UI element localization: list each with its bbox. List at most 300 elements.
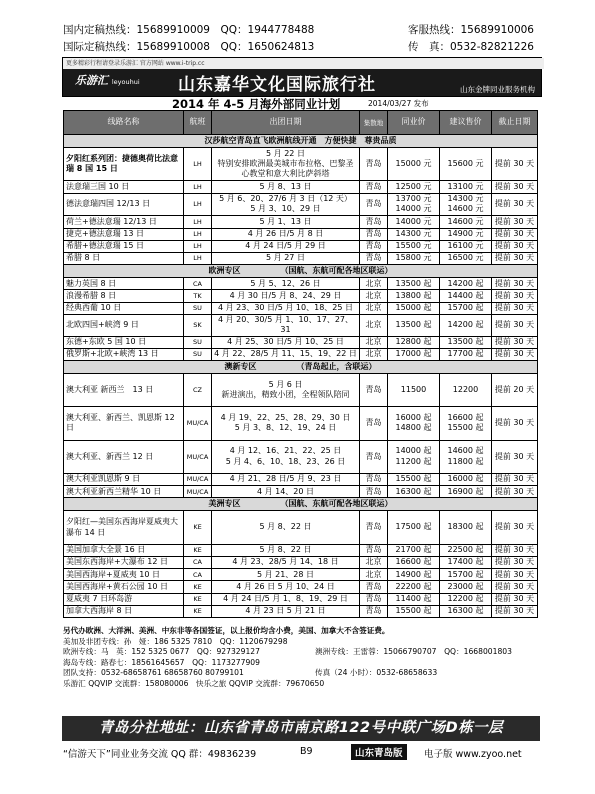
table-row — [64, 581, 538, 593]
cell-deadline — [492, 511, 538, 544]
cell-text: 美国西海岸+黄石公园 10 日 — [66, 581, 168, 591]
cell-peer — [388, 593, 440, 605]
cell-text: 北京 — [365, 569, 382, 579]
cell-text: 青岛 — [365, 606, 382, 616]
cell-text: 4 月 12、16、21、22、25 日 — [229, 446, 342, 456]
cell-hub — [360, 569, 388, 581]
cell-text: 13500 起 — [395, 319, 432, 329]
cell-text: 11200 起 — [395, 456, 432, 466]
table-row — [64, 593, 538, 605]
cell-text: 夕阳红—美国东西海岸夏威夷大瀑布 14 日 — [66, 517, 178, 537]
cell-text: 提前 20 天 — [494, 384, 535, 394]
cell-hub — [360, 605, 388, 617]
cell-text: 北京 — [365, 557, 382, 567]
cell-text: 4 月 23、30 日/5 月 10、18、25 日 — [217, 302, 354, 312]
cell-text: MU/CA — [186, 419, 209, 428]
cell-text: 16600 起 — [395, 557, 432, 567]
cell-text: CA — [193, 558, 202, 567]
cell-text: 提前 30 天 — [494, 581, 535, 591]
cell-text: 青岛 — [365, 451, 382, 461]
cell-retail — [440, 486, 492, 498]
cell-text: 提前 30 天 — [494, 451, 535, 461]
cell-peer — [388, 544, 440, 556]
cell-text: 4 月 24 日/5 月 29 日 — [245, 241, 326, 251]
brand-name-en: leyouhui — [111, 78, 140, 86]
cell-text: 希腊+德法意瑞 15 日 — [66, 241, 144, 251]
cell-name — [64, 407, 184, 440]
cell-text: 提前 30 天 — [494, 569, 535, 579]
cell-text: 青岛 — [365, 593, 382, 603]
table-row — [64, 544, 538, 556]
cell-text: 15500 起 — [395, 606, 432, 616]
cell-name — [64, 593, 184, 605]
cell-retail — [440, 373, 492, 406]
cell-retail — [440, 544, 492, 556]
section-row — [64, 135, 538, 148]
cell-text: 15000 元 — [395, 158, 432, 168]
cell-text: 提前 30 天 — [494, 199, 535, 209]
cell-hub — [360, 593, 388, 605]
cell-hub — [360, 486, 388, 498]
cell-text: LH — [193, 200, 202, 209]
cell-name — [64, 252, 184, 264]
cell-peer — [388, 474, 440, 486]
cell-retail — [440, 605, 492, 617]
cell-text: 澳大利亚凯恩斯 9 日 — [66, 474, 141, 484]
cell-peer — [388, 440, 440, 473]
cell-text: 16900 起 — [447, 486, 484, 496]
cell-name — [64, 348, 184, 360]
cell-name — [64, 486, 184, 498]
cell-text: 16000 起 — [447, 474, 484, 484]
cell-deadline — [492, 148, 538, 181]
cell-dates — [212, 581, 360, 593]
cell-hub — [360, 181, 388, 193]
cell-text: 4 月 19、22、25、28、29、30 日 — [220, 413, 351, 423]
cell-peer — [388, 373, 440, 406]
cell-text: 17400 起 — [447, 557, 484, 567]
cell-dates — [212, 486, 360, 498]
cell-text: LH — [193, 182, 202, 191]
cell-text: 青岛 — [365, 474, 382, 484]
cell-text: 北京 — [365, 336, 382, 346]
cell-flight — [184, 148, 212, 181]
cell-text: 提前 30 天 — [494, 241, 535, 251]
column-header: 线路名称 — [64, 111, 184, 135]
cell-text: KE — [193, 607, 202, 616]
cell-text: 14300 元 — [447, 194, 484, 204]
cell-text: 美国东西海岸+大瀑布 12 日 — [66, 557, 168, 567]
cell-hub — [360, 440, 388, 473]
cell-text: 15500 起 — [395, 474, 432, 484]
cell-flight — [184, 302, 212, 314]
cell-text: CZ — [193, 385, 202, 394]
cell-text: 提前 30 天 — [494, 545, 535, 555]
cell-text: 5 月 8、13 日 — [259, 181, 312, 191]
cell-text: 11500 — [400, 384, 427, 394]
cell-text: KE — [193, 546, 202, 555]
cell-flight — [184, 348, 212, 360]
column-header: 出团日期 — [212, 111, 360, 135]
cell-text: 北京 — [365, 302, 382, 312]
cell-name — [64, 581, 184, 593]
cell-text: 14800 起 — [395, 423, 432, 433]
cell-text: SU — [193, 337, 202, 346]
cell-deadline — [492, 569, 538, 581]
cell-text: KE — [193, 523, 202, 532]
cell-text: 14600 元 — [447, 216, 484, 226]
cell-dates — [212, 474, 360, 486]
cell-text: 北京 — [365, 349, 382, 359]
table-row — [64, 336, 538, 348]
cell-text: 提前 30 天 — [494, 302, 535, 312]
cell-hub — [360, 148, 388, 181]
cell-text: 俄罗斯+北欧+峡湾 13 日 — [66, 349, 159, 359]
cell-text: LH — [193, 159, 202, 168]
cell-text: 12200 起 — [447, 593, 484, 603]
banner-website-text: 更多精彩行程请登录乐游汇 官方网站 www.i-trip.cc — [63, 58, 544, 69]
section-note: （国航、东航可配各地区联运） — [280, 265, 393, 275]
cell-text: 13700 元 — [395, 194, 432, 204]
cell-hub — [360, 348, 388, 360]
cell-text: 魅力英国 8 日 — [66, 278, 117, 288]
cell-deadline — [492, 193, 538, 216]
cell-text: 14000 元 — [395, 216, 432, 226]
cell-retail — [440, 290, 492, 302]
cell-peer — [388, 557, 440, 569]
cell-deadline — [492, 216, 538, 228]
section-label: 美洲专区 — [208, 499, 241, 509]
cell-deadline — [492, 336, 538, 348]
cell-deadline — [492, 348, 538, 360]
cell-dates — [212, 336, 360, 348]
cell-peer — [388, 511, 440, 544]
column-header: 建议售价 — [440, 111, 492, 135]
cell-text: 东德+东欧 5 国 10 日 — [66, 336, 147, 346]
table-row — [64, 252, 538, 264]
cell-text: 4 月 21、28 日/5 月 9、23 日 — [229, 474, 342, 484]
table-row — [64, 278, 538, 290]
cell-flight — [184, 278, 212, 290]
cell-text: 17500 起 — [395, 522, 432, 532]
cell-flight — [184, 511, 212, 544]
column-header: 同业价 — [388, 111, 440, 135]
cell-text: LH — [193, 242, 202, 251]
section-row — [64, 498, 538, 511]
cell-text: 青岛 — [365, 228, 382, 238]
cell-deadline — [492, 407, 538, 440]
cell-text: 澳大利亚、新西兰 12 日 — [66, 451, 154, 461]
cell-text: 17700 起 — [447, 349, 484, 359]
cell-text: 14600 起 — [447, 446, 484, 456]
cell-text: 13100 元 — [447, 181, 484, 191]
cell-text: 15800 元 — [395, 253, 432, 263]
cell-text: 16300 起 — [447, 606, 484, 616]
cell-name — [64, 511, 184, 544]
cell-flight — [184, 544, 212, 556]
cell-text: 14000 元 — [395, 204, 432, 214]
cell-name — [64, 278, 184, 290]
cell-peer — [388, 569, 440, 581]
cell-retail — [440, 216, 492, 228]
cell-text: 北京 — [365, 319, 382, 329]
cell-text: 青岛 — [365, 545, 382, 555]
team-support-contact: 团队支持：0532-68658761 68658760 80799101 传真（24 小时）：0532-68658633 — [63, 668, 438, 678]
cell-text: 16500 元 — [447, 253, 484, 263]
cell-text: 提前 30 天 — [494, 593, 535, 603]
cell-name — [64, 474, 184, 486]
table-row — [64, 407, 538, 440]
cell-peer — [388, 302, 440, 314]
cell-text: MU/CA — [186, 487, 209, 496]
cell-dates — [212, 557, 360, 569]
cell-hub — [360, 557, 388, 569]
cell-name — [64, 605, 184, 617]
table-row — [64, 348, 538, 360]
cell-name — [64, 373, 184, 406]
section-label: 澳新专区 — [224, 361, 257, 371]
cell-text: 14900 起 — [395, 569, 432, 579]
cell-flight — [184, 181, 212, 193]
cell-text: MU/CA — [186, 452, 209, 461]
cell-text: 提前 30 天 — [494, 486, 535, 496]
section-title — [64, 135, 538, 148]
cell-text: 澳大利亚 新西兰 13 日 — [66, 384, 154, 394]
cell-dates — [212, 240, 360, 252]
cell-text: 15000 起 — [395, 302, 432, 312]
cell-text: 北欧四国+峡湾 9 日 — [66, 319, 139, 329]
cell-text: 5 月 3、10、29 日 — [250, 204, 321, 214]
cell-flight — [184, 581, 212, 593]
cell-peer — [388, 605, 440, 617]
cell-retail — [440, 440, 492, 473]
cell-deadline — [492, 290, 538, 302]
cell-text: 青岛 — [365, 418, 382, 428]
cell-text: 11800 起 — [447, 456, 484, 466]
cell-retail — [440, 348, 492, 360]
cell-text: MU/CA — [186, 475, 209, 484]
cell-text: 15600 元 — [447, 158, 484, 168]
cell-text: SK — [193, 320, 202, 329]
cell-deadline — [492, 605, 538, 617]
cell-name — [64, 181, 184, 193]
cell-flight — [184, 605, 212, 617]
cell-text: 提前 30 天 — [494, 278, 535, 288]
cell-hub — [360, 407, 388, 440]
cell-retail — [440, 181, 492, 193]
cell-flight — [184, 373, 212, 406]
cell-text: 22500 起 — [447, 545, 484, 555]
cell-text: 15500 元 — [395, 241, 432, 251]
cell-dates — [212, 440, 360, 473]
paper-edition: 山东青岛版 — [351, 744, 407, 760]
cell-dates — [212, 216, 360, 228]
cell-text: 青岛 — [365, 158, 382, 168]
cell-text: 提前 30 天 — [494, 253, 535, 263]
cell-name — [64, 569, 184, 581]
cell-retail — [440, 148, 492, 181]
cell-text: 青岛 — [365, 522, 382, 532]
cell-dates — [212, 148, 360, 181]
cell-text: 提前 30 天 — [494, 181, 535, 191]
cell-text: 12800 起 — [395, 336, 432, 346]
cell-name — [64, 193, 184, 216]
cell-peer — [388, 314, 440, 336]
section-row — [64, 265, 538, 278]
cell-flight — [184, 486, 212, 498]
cell-text: KE — [193, 594, 202, 603]
cell-dates — [212, 252, 360, 264]
cell-flight — [184, 252, 212, 264]
cell-retail — [440, 474, 492, 486]
cell-text: 17000 起 — [395, 349, 432, 359]
cell-retail — [440, 569, 492, 581]
tour-plan-table — [63, 110, 538, 618]
cell-retail — [440, 228, 492, 240]
cell-text: 16300 起 — [395, 486, 432, 496]
branch-address-bar: 青岛分社地址：山东省青岛市南京路122号中联广场D栋一层 — [62, 716, 540, 741]
table-row — [64, 216, 538, 228]
cell-text: 夏威夷 7 日环岛游 — [66, 593, 133, 603]
cell-flight — [184, 474, 212, 486]
cell-text: 青岛 — [365, 384, 382, 394]
section-note: （青岛起止，含联运） — [296, 361, 377, 371]
section-note: （国航、东航可配各地区联运） — [280, 499, 393, 509]
cell-dates — [212, 605, 360, 617]
service-hotline: 客服热线：15689910006 — [408, 24, 534, 36]
cell-hub — [360, 290, 388, 302]
cell-text: 4 月 14、20 日 — [256, 486, 315, 496]
cell-text: 21700 起 — [395, 545, 432, 555]
cell-text: 18300 起 — [447, 522, 484, 532]
cell-text: 5 月 27 日 — [266, 253, 305, 263]
cell-text: 16000 起 — [395, 413, 432, 423]
cell-text: 15500 起 — [447, 423, 484, 433]
cell-flight — [184, 216, 212, 228]
cell-dates — [212, 193, 360, 216]
table-header-row — [64, 111, 538, 135]
section-title — [64, 498, 538, 511]
cell-flight — [184, 557, 212, 569]
cell-retail — [440, 193, 492, 216]
cell-deadline — [492, 302, 538, 314]
publish-date: 2014/03/27 发布 — [368, 99, 429, 108]
cell-peer — [388, 216, 440, 228]
cell-text: 提前 30 天 — [494, 557, 535, 567]
island-contact: 海岛专线：路春七：18561645657 QQ：1173277909 — [63, 657, 260, 667]
cell-text: CA — [193, 570, 202, 579]
cell-text: 22200 起 — [395, 581, 432, 591]
table-row — [64, 440, 538, 473]
cell-retail — [440, 336, 492, 348]
cell-text: 经典西葡 10 日 — [66, 302, 122, 312]
cell-deadline — [492, 228, 538, 240]
cell-retail — [440, 407, 492, 440]
cell-deadline — [492, 440, 538, 473]
cell-flight — [184, 228, 212, 240]
cell-text: 5 月 6 日 — [268, 379, 303, 389]
cell-text: 青岛 — [365, 486, 382, 496]
cell-flight — [184, 314, 212, 336]
cell-dates — [212, 290, 360, 302]
cell-text: 提前 30 天 — [494, 158, 535, 168]
table-row — [64, 474, 538, 486]
cell-text: 澳大利亚、新西兰、凯恩斯 12 日 — [66, 413, 175, 433]
cell-retail — [440, 240, 492, 252]
cell-text: 5 月 3、8、12、19、24 日 — [234, 423, 337, 433]
cell-text: 荷兰+德法意瑞 12/13 日 — [66, 216, 157, 226]
qq-groups: 乐游汇 QQVIP 交流群：158080006 快乐之旅 QQVIP 交流群：79670650 — [63, 678, 325, 688]
cell-hub — [360, 228, 388, 240]
cell-text: SU — [193, 303, 202, 312]
cell-peer — [388, 407, 440, 440]
column-header: 航班 — [184, 111, 212, 135]
agency-name: 山东嘉华文化国际旅行社 — [178, 75, 376, 95]
cell-text: 青岛 — [365, 199, 382, 209]
intl-hotline: 国际定稿热线：15689910008 QQ：1650624813 — [63, 41, 315, 53]
cell-name — [64, 290, 184, 302]
cell-dates — [212, 407, 360, 440]
cell-text: 12500 元 — [395, 181, 432, 191]
cell-flight — [184, 240, 212, 252]
cell-peer — [388, 336, 440, 348]
cell-dates — [212, 569, 360, 581]
cell-flight — [184, 336, 212, 348]
cell-name — [64, 216, 184, 228]
cell-peer — [388, 581, 440, 593]
cell-text: 4 月 25、30 日/5 月 10、25 日 — [227, 336, 344, 346]
section-title — [64, 360, 538, 373]
cell-text: LH — [193, 229, 202, 238]
cell-text: 4 月 24 日/5 月 1、8、19、29 日 — [223, 593, 348, 603]
cell-text: 提前 30 天 — [494, 336, 535, 346]
cell-text: 提前 30 天 — [494, 349, 535, 359]
cell-deadline — [492, 544, 538, 556]
cell-text: 14000 起 — [395, 446, 432, 456]
cell-text: 5 月 4、6、10、18、23、26 日 — [225, 456, 346, 466]
cell-name — [64, 148, 184, 181]
agency-banner — [62, 57, 542, 97]
cell-text: 14300 元 — [395, 228, 432, 238]
cell-text: 美国西海岸+夏威夷 10 日 — [66, 569, 160, 579]
cell-flight — [184, 193, 212, 216]
cell-text: 16100 元 — [447, 241, 484, 251]
cell-text: 4 月 23 日 5 月 21 日 — [245, 606, 326, 616]
cell-peer — [388, 252, 440, 264]
cell-name — [64, 240, 184, 252]
cell-text: 青岛 — [365, 241, 382, 251]
section-title — [64, 265, 538, 278]
cell-hub — [360, 314, 388, 336]
table-row — [64, 486, 538, 498]
cell-hub — [360, 474, 388, 486]
cell-peer — [388, 193, 440, 216]
cell-peer — [388, 240, 440, 252]
table-row — [64, 228, 538, 240]
cell-deadline — [492, 593, 538, 605]
cell-retail — [440, 557, 492, 569]
cell-text: 青岛 — [365, 181, 382, 191]
cell-deadline — [492, 252, 538, 264]
cell-text: 提前 30 天 — [494, 319, 535, 329]
cell-text: 捷克+德法意瑞 13 日 — [66, 228, 144, 238]
table-row — [64, 290, 538, 302]
cell-deadline — [492, 278, 538, 290]
table-row — [64, 511, 538, 544]
cell-deadline — [492, 240, 538, 252]
cell-text: 夕阳红系列团：捷德奥荷比法意瑞 8 国 15 日 — [66, 153, 178, 174]
cell-retail — [440, 581, 492, 593]
